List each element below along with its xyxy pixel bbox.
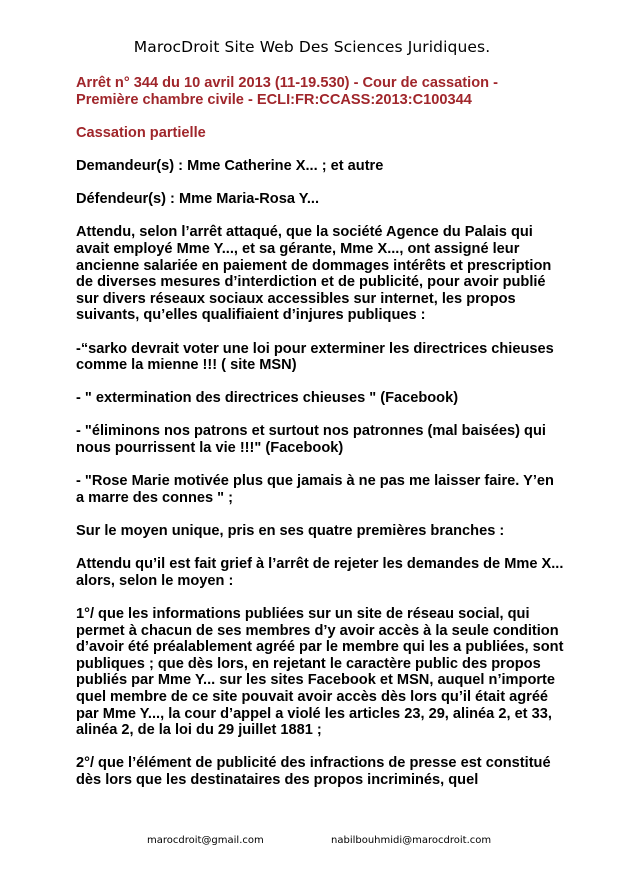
document-body	[76, 75, 566, 805]
paragraph-branche-2: 2°/ que l’élément de publicité des infractions de presse est constitué dès lors que les destinataires des propos incriminés, quel	[76, 755, 551, 788]
footer-email-right: nabilbouhmidi@marocdroit.com	[331, 835, 492, 846]
decision-title-line-2: Première chambre civile - ECLI:FR:CCASS:2013:C100344	[76, 91, 472, 108]
paragraph-facts: Attendu, selon l’arrêt attaqué, que la société Agence du Palais qui avait employé Mme Y..., et sa gérante, Mme X..., ont assigné leur ancienne salariée en paiement de dommages intérêts et prescription de diverses mesures d’interdiction et de publicité, pour avoir publié sur divers réseaux sociaux accessibles sur internet, les propos suivants, qu’elles qualifiaient d’injures publiques :	[76, 224, 552, 324]
quote-extermination: - " extermination des directrices chieuses " (Facebook)	[76, 390, 459, 407]
quote-rose-marie: - "Rose Marie motivée plus que jamais à ne pas me laisser faire. Y’en a marre des connes " ;	[76, 473, 554, 506]
paragraph-moyen-unique: Sur le moyen unique, pris en ses quatre premières branches :	[76, 523, 505, 540]
defendeur-line: Défendeur(s) : Mme Maria-Rosa Y...	[76, 191, 320, 208]
site-header: MarocDroit Site Web Des Sciences Juridiques.	[133, 38, 491, 56]
decision-title-line-1: Arrêt n° 344 du 10 avril 2013 (11-19.530) - Cour de cassation -	[76, 75, 498, 91]
paragraph-branche-1: 1°/ que les informations publiées sur un site de réseau social, qui permet à chacun de ses membres d’y avoir accès à la seule condition d’avoir été préalablement agréé par le membre qui les a publiées, sont publiques ; que dès lors, en rejetant le caractère public des propos publiés par Mme Y... sur les sites Facebook et MSN, auquel n’importe quel membre de ce site pouvait avoir accès dès lors qu’il était agréé par Mme Y..., la cour d’appel a violé les articles 23, 29, alinéa 2, et 33, alinéa 2, de la loi du 29 juillet 1881 ;	[76, 606, 564, 739]
footer-email-left: marocdroit@gmail.com	[147, 835, 264, 846]
decision-title	[76, 75, 566, 108]
demandeur-line: Demandeur(s) : Mme Catherine X... ; et autre	[76, 157, 384, 174]
quote-eliminons: - "éliminons nos patrons et surtout nos patronnes (mal baisées) qui nous pourrissent la vie !!!" (Facebook)	[76, 423, 546, 457]
paragraph-grief: Attendu qu’il est fait grief à l’arrêt de rejeter les demandes de Mme X... alors, selon le moyen :	[76, 556, 564, 589]
decision-outcome: Cassation partielle	[76, 124, 206, 141]
quote-sarko: -“sarko devrait voter une loi pour exterminer les directrices chieuses comme la mienne !!! ( site MSN)	[76, 340, 554, 374]
